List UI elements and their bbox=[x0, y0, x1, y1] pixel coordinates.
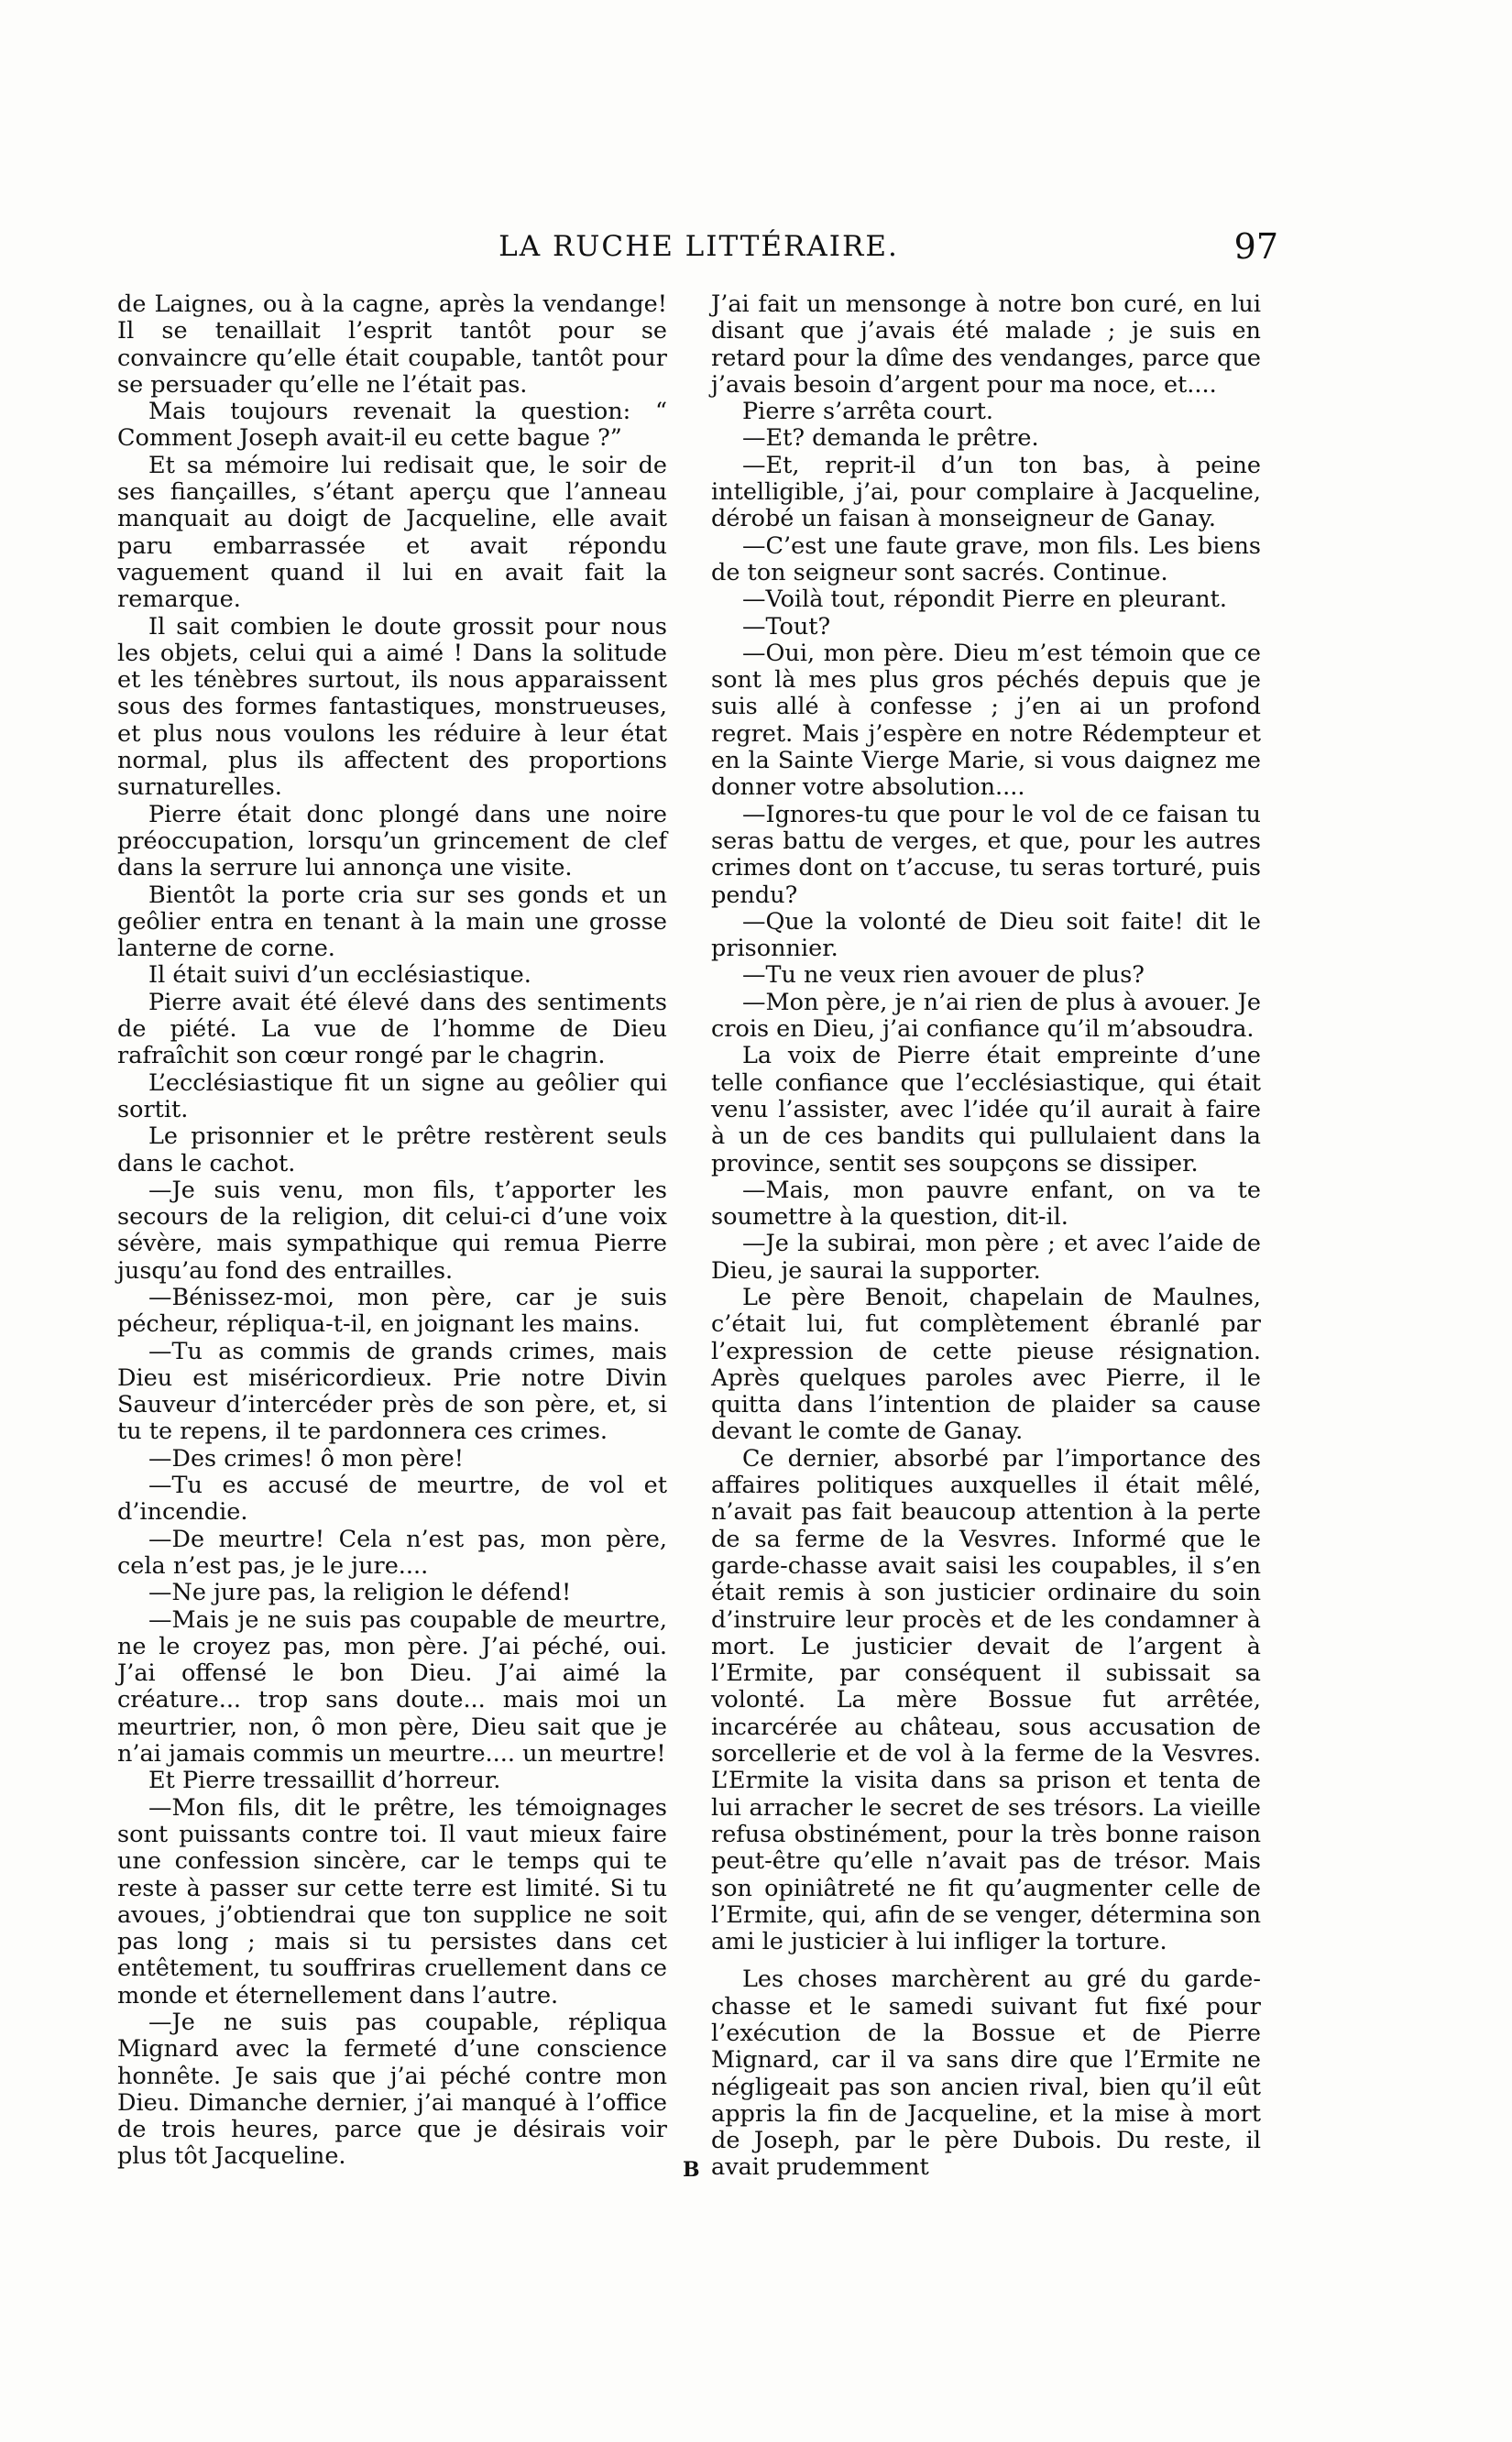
paragraph: —Tu ne veux rien avouer de plus? bbox=[742, 961, 1145, 990]
paragraph: —Mon père, je n’ai rien de plus à avouer. Je crois en Dieu, j’ai confiance qu’il m’absoudra. bbox=[711, 988, 1261, 1044]
running-title: LA RUCHE LITTÉRAIRE. bbox=[499, 230, 899, 263]
paragraph: L’ecclésiastique fit un signe au geôlier qui sortit. bbox=[117, 1068, 667, 1123]
paragraph: —Je suis venu, mon fils, t’apporter les secours de la religion, dit celui-ci d’une voix sévère, mais sympathique qui remua Pierre jusqu’au fond des entrailles. bbox=[117, 1176, 667, 1285]
paragraph: —Je la subirai, mon père ; et avec l’aide de Dieu, je saurai la supporter. bbox=[711, 1230, 1261, 1285]
paragraph: —Voilà tout, répondit Pierre en pleurant. bbox=[742, 586, 1228, 614]
paragraph: —Mais, mon pauvre enfant, on va te soumettre à la question, dit-il. bbox=[711, 1176, 1261, 1232]
paragraph: —Je ne suis pas coupable, répliqua Mignard avec la fermeté d’une conscience honnête. Je sais que j’ai péché contre mon Dieu. Dimanche dernier, j’ai manqué à l’office de trois heures, parce que je désirais voir plus tôt Jacqueline. bbox=[117, 2009, 667, 2171]
paragraph: Pierre s’arrêta court. bbox=[742, 398, 994, 426]
paragraph: Bientôt la porte cria sur ses gonds et un geôlier entra en tenant à la main une grosse lanterne de corne. bbox=[117, 881, 667, 963]
paragraph: —Ignores-tu que pour le vol de ce faisan tu seras battu de verges, et que, pour les autres crimes dont on t’accuse, tu seras torturé, puis pendu? bbox=[711, 800, 1261, 909]
paragraph: Le père Benoit, chapelain de Maulnes, c’était lui, fut complètement ébranlé par l’expression de cette pieuse résignation. Après quelques paroles avec Pierre, il le quitta dans l’intention de plaider sa cause devant le comte de Ganay. bbox=[711, 1283, 1261, 1446]
left-column bbox=[117, 291, 667, 2171]
paragraph: —Mon fils, dit le prêtre, les témoignages sont puissants contre toi. Il vaut mieux faire une confession sincère, car le temps qui te reste à passer sur cette terre est limité. Si tu avoues, j’obtiendrai que ton supplice ne soit pas long ; mais si tu persistes dans cet entêtement, tu souffriras cruellement dans ce monde et éternellement dans l’autre. bbox=[117, 1793, 667, 2009]
paragraph: J’ai fait un mensonge à notre bon curé, en lui disant que j’avais été malade ; je suis en retard pour la dîme des vendanges, parce que j’avais besoin d’argent pour ma noce, et.... bbox=[711, 290, 1261, 399]
paragraph: Et sa mémoire lui redisait que, le soir de ses fiançailles, s’étant aperçu que l’anneau manquait au doigt de Jacqueline, elle avait paru embarrassée et avait répondu vaguement quand il lui en avait fait la remarque. bbox=[117, 451, 667, 614]
paragraph: La voix de Pierre était empreinte d’une telle confiance que l’ecclésiastique, qui était venu l’assister, avec l’idée qu’il aurait à faire à un de ces bandits qui pullulaient dans la province, sentit ses soupçons se dissiper. bbox=[711, 1042, 1261, 1177]
page-number: 97 bbox=[1233, 226, 1278, 267]
page-header bbox=[119, 226, 1278, 272]
paragraph: Le prisonnier et le prêtre restèrent seuls dans le cachot. bbox=[117, 1122, 667, 1177]
paragraph: —Que la volonté de Dieu soit faite! dit le prisonnier. bbox=[711, 907, 1261, 963]
paragraph: —Tu as commis de grands crimes, mais Dieu est miséricordieux. Prie notre Divin Sauveur d’intercéder près de son père, et, si tu te repens, il te pardonnera ces crimes. bbox=[117, 1337, 667, 1446]
paragraph: —Tout? bbox=[742, 612, 831, 641]
paragraph: Il était suivi d’un ecclésiastique. bbox=[148, 961, 531, 990]
paragraph: Et Pierre tressaillit d’horreur. bbox=[148, 1767, 501, 1795]
paragraph: —Mais je ne suis pas coupable de meurtre, ne le croyez pas, mon père. J’ai péché, oui. J’ai offensé le bon Dieu. J’ai aimé la créature... trop sans doute... mais moi un meurtrier, non, ô mon père, Dieu sait que je n’ai jamais commis un meurtre.... un meurtre! bbox=[117, 1605, 667, 1769]
paragraph: —Bénissez-moi, mon père, car je suis pécheur, répliqua-t-il, en joignant les mains. bbox=[117, 1283, 667, 1339]
paragraph: —De meurtre! Cela n’est pas, mon père, cela n’est pas, je le jure.... bbox=[117, 1525, 667, 1580]
paragraph: —Ne jure pas, la religion le défend! bbox=[148, 1579, 572, 1607]
paragraph: Les choses marchèrent au gré du garde-chasse et le samedi suivant fut fixé pour l’exécution de la Bossue et de Pierre Mignard, car il va sans dire que l’Ermite ne négligeait pas son ancien rival, bien qu’il eût appris la fin de Jacqueline, et la mise à mort de Joseph, par le père Dubois. Du reste, il avait prudemment bbox=[711, 1966, 1261, 2182]
paragraph: —Tu es accusé de meurtre, de vol et d’incendie. bbox=[117, 1472, 667, 1527]
right-column bbox=[711, 291, 1261, 2182]
paragraph: —Et, reprit-il d’un ton bas, à peine intelligible, j’ai, pour complaire à Jacqueline, dérobé un faisan à monseigneur de Ganay. bbox=[711, 451, 1261, 533]
paragraph: —C’est une faute grave, mon fils. Les biens de ton seigneur sont sacrés. Continue. bbox=[711, 531, 1261, 586]
signature-mark: B bbox=[683, 2158, 700, 2182]
paragraph: —Oui, mon père. Dieu m’est témoin que ce sont là mes plus gros péchés depuis que je suis allé à confesse ; j’en ai un profond regret. Mais j’espère en notre Rédempteur et en la Sainte Vierge Marie, si vous daignez me donner votre absolution.... bbox=[711, 639, 1261, 802]
paragraph: Ce dernier, absorbé par l’importance des affaires politiques auxquelles il était mêlé, n’avait pas fait beaucoup attention à la perte de sa ferme de la Vesvres. Informé que le garde-chasse avait saisi les coupables, il s’en était remis à son justicier ordinaire du soin d’instruire leur procès et de les condamner à mort. Le justicier devait de l’argent à l’Ermite, par conséquent il subissait sa volonté. La mère Bossue fut arrêtée, incarcérée au château, sous accusation de sorcellerie et de vol à la ferme de la Vesvres. L’Ermite la visita dans sa prison et tenta de lui arracher le secret de ses trésors. La vieille refusa obstinément, pour la très bonne raison peut-être qu’elle n’avait pas de trésor. Mais son opiniâtreté ne fit qu’augmenter celle de l’Ermite, qui, afin de se venger, détermina son ami le justicier à lui infliger la torture. bbox=[711, 1444, 1261, 1956]
paragraph: de Laignes, ou à la cagne, après la vendange! Il se tenaillait l’esprit tantôt pour se convaincre qu’elle était coupable, tantôt pour se persuader qu’elle ne l’était pas. bbox=[117, 290, 667, 399]
paragraph: Mais toujours revenait la question: “ Comment Joseph avait-il eu cette bague ?” bbox=[117, 398, 667, 453]
paragraph: Pierre était donc plongé dans une noire préoccupation, lorsqu’un grincement de clef dans la serrure lui annonça une visite. bbox=[117, 800, 667, 882]
paragraph: Pierre avait été élevé dans des sentiments de piété. La vue de l’homme de Dieu rafraîchit son cœur rongé par le chagrin. bbox=[117, 988, 667, 1070]
paragraph: Il sait combien le doute grossit pour nous les objets, celui qui a aimé ! Dans la solitude et les ténèbres surtout, ils nous apparaissent sous des formes fantastiques, monstrueuses, et plus nous voulons les réduire à leur état normal, plus ils affectent des proportions surnaturelles. bbox=[117, 612, 667, 802]
paragraph: —Des crimes! ô mon père! bbox=[148, 1444, 465, 1473]
paragraph: —Et? demanda le prêtre. bbox=[742, 424, 1039, 453]
